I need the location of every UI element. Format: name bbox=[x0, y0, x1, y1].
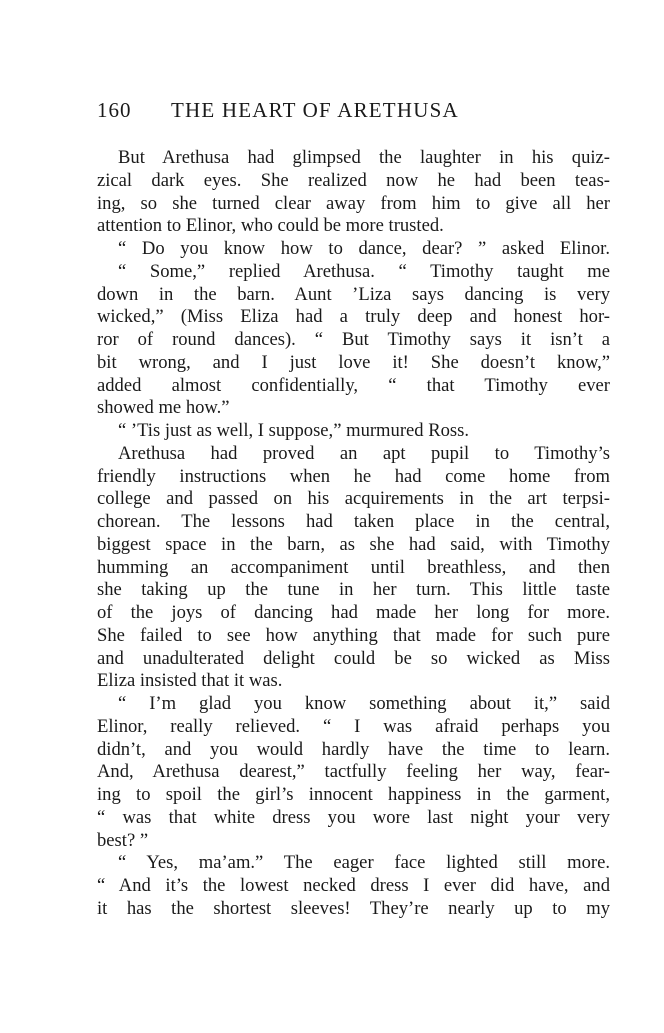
text-line: wicked,” (Miss Eliza had a truly deep and honest hor- bbox=[97, 306, 610, 328]
text-line: of the joys of dancing had made her long for more. bbox=[97, 602, 610, 623]
text-line: she taking up the tune in her turn. This little taste bbox=[97, 579, 610, 601]
text-line: it has the shortest sleeves! They’re nearly up to my bbox=[97, 897, 610, 919]
text-line: and unadulterated delight could be so wicked as Miss bbox=[97, 647, 610, 669]
text-line: down in the barn. Aunt ’Liza says dancing is very bbox=[97, 283, 610, 305]
text-line: attention to Elinor, who could be more trusted. bbox=[97, 215, 444, 237]
text-line: “ Yes, ma’am.” The eager face lighted still more. bbox=[118, 852, 610, 874]
text-line: But Arethusa had glimpsed the laughter in his quiz- bbox=[118, 147, 610, 168]
text-line: zical dark eyes. She realized now he had been teas- bbox=[97, 169, 610, 191]
text-line: And, Arethusa dearest,” tactfully feeling her way, fear- bbox=[97, 761, 610, 783]
text-line: Arethusa had proved an apt pupil to Timothy’s bbox=[118, 442, 610, 464]
text-line: ing to spoil the girl’s innocent happiness in the garment, bbox=[97, 784, 610, 805]
text-line: She failed to see how anything that made for such pure bbox=[97, 624, 610, 646]
page-number: 160 bbox=[97, 98, 132, 122]
text-line: humming an accompaniment until breathless, and then bbox=[97, 556, 610, 578]
text-line: didn’t, and you would hardly have the time to learn. bbox=[97, 738, 610, 760]
text-line: friendly instructions when he had come home from bbox=[97, 465, 610, 487]
text-line: added almost confidentially, “ that Timothy ever bbox=[97, 374, 610, 396]
text-line: showed me how.” bbox=[97, 397, 230, 419]
text-line: “ And it’s the lowest necked dress I ever did have, and bbox=[97, 875, 610, 896]
text-line: best? ” bbox=[97, 829, 149, 851]
text-line: “ Do you know how to dance, dear? ” asked Elinor. bbox=[118, 238, 610, 259]
text-line: bit wrong, and I just love it! She doesn’t know,” bbox=[97, 351, 610, 373]
text-line: chorean. The lessons had taken place in the central, bbox=[97, 511, 610, 532]
text-line: Eliza insisted that it was. bbox=[97, 670, 283, 692]
text-line: biggest space in the barn, as she had said, with Timothy bbox=[97, 533, 610, 555]
text-line: “ I’m glad you know something about it,” said bbox=[118, 693, 610, 714]
body-text bbox=[97, 147, 610, 921]
running-title: THE HEART OF ARETHUSA bbox=[171, 98, 459, 122]
text-line: college and passed on his acquirements in the art terpsi- bbox=[97, 488, 610, 510]
text-line: “ was that white dress you wore last night your very bbox=[97, 806, 610, 828]
page-header bbox=[97, 98, 577, 128]
text-line: “ Some,” replied Arethusa. “ Timothy taught me bbox=[118, 260, 610, 282]
text-line: Elinor, really relieved. “ I was afraid perhaps you bbox=[97, 715, 610, 737]
text-line: ing, so she turned clear away from him to give all her bbox=[97, 192, 610, 214]
text-line: “ ’Tis just as well, I suppose,” murmured Ross. bbox=[118, 420, 470, 441]
text-line: ror of round dances). “ But Timothy says it isn’t a bbox=[97, 329, 610, 350]
